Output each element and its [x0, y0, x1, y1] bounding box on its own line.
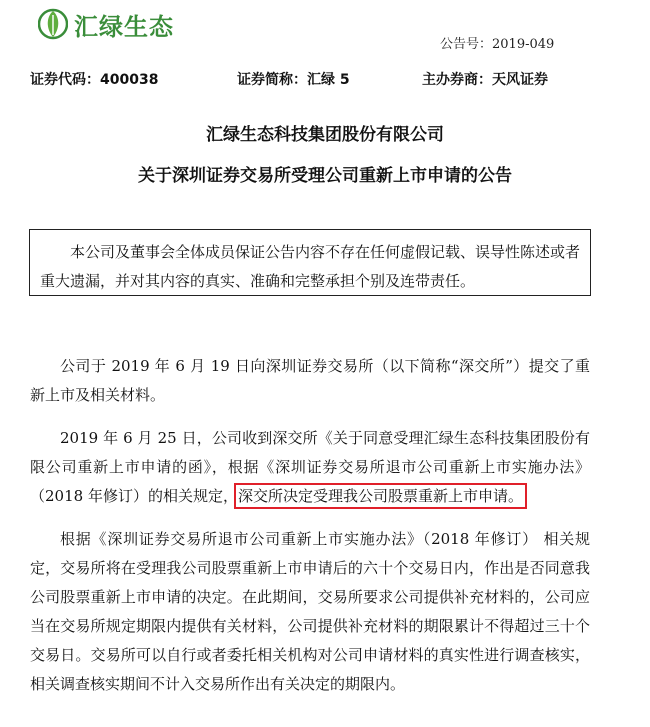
leaf-logo-icon [38, 7, 68, 41]
company-title: 汇绿生态科技集团股份有限公司 [206, 125, 444, 145]
lead-broker: 主办券商：天风证券 [422, 72, 548, 88]
security-code: 证券代码：400038 [30, 72, 159, 88]
paragraph-2-text: 2019 年 6 月 25 日，公司收到深交所《关于同意受理汇绿生态科技集团股份有限公司重新上市申请的函》，根据《深圳证券交易所退市公司重新上市实施办法》（2018 年修订）的相关规定， [30, 429, 590, 505]
paragraph-1: 公司于 2019 年 6 月 19 日向深圳证券交易所（以下简称“深交所”）提交了重新上市及相关材料。 [30, 357, 590, 404]
paragraph-2 [30, 424, 590, 511]
announcement-title: 关于深圳证券交易所受理公司重新上市申请的公告 [138, 166, 512, 186]
logo-text: 汇绿生态 [74, 12, 174, 41]
security-short-name: 证券简称：汇绿 5 [237, 72, 350, 88]
paragraph-3: 根据《深圳证券交易所退市公司重新上市实施办法》（2018 年修订） 相关规定，交易所将在受理我公司股票重新上市申请后的六十个交易日内，作出是否同意我公司股票重新上市申请的决定。在此期间，交易所要求公司提供补充材料的，公司应当在交易所规定期限内提供有关材料，公司提供补充材料的期限累计不得超过三十个交易日。交易所可以自行或者委托相关机构对公司申请材料的真实性进行调查核实，相关调查核实期间不计入交易所作出有关决定的期限内。 [30, 530, 590, 693]
company-logo [38, 4, 174, 44]
highlighted-sentence: 深交所决定受理我公司股票重新上市申请。 [237, 487, 523, 505]
disclaimer-box: 本公司及董事会全体成员保证公告内容不存在任何虚假记载、误导性陈述或者重大遗漏，并对其内容的真实、准确和完整承担个别及连带责任。 [29, 229, 591, 296]
announcement-number: 公告号：2019-049 [440, 37, 555, 52]
